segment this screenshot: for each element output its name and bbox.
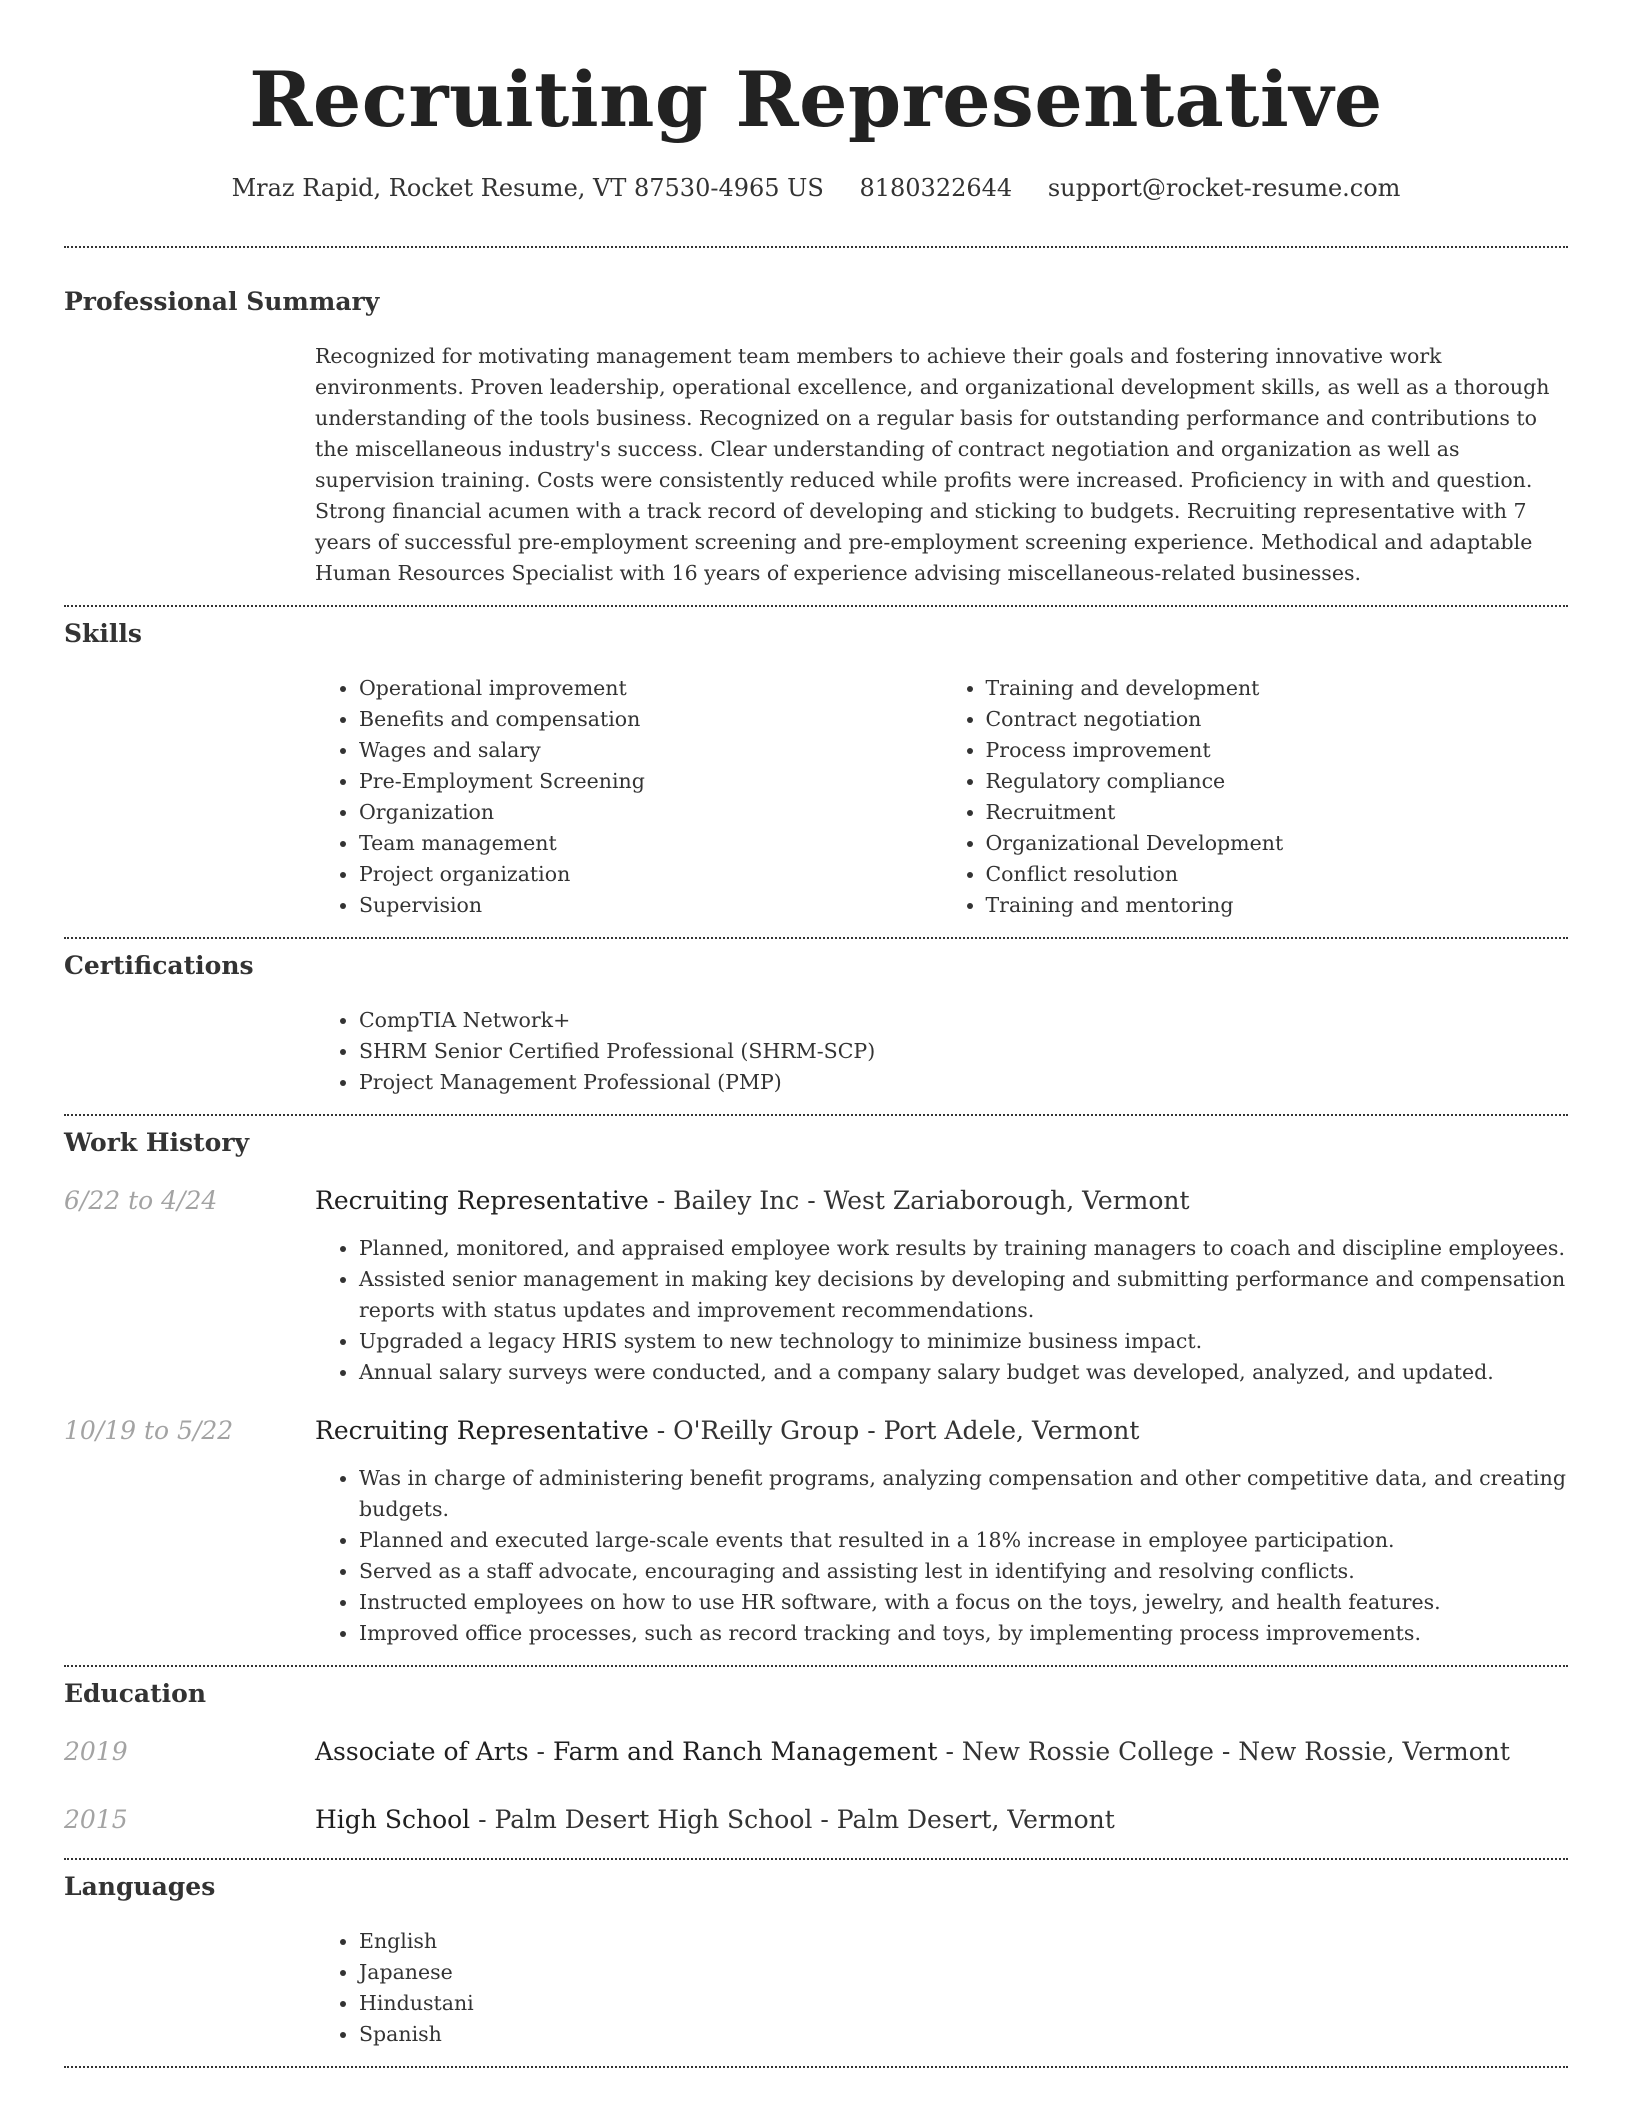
job-bullet: • Instructed employees on how to use HR software, with a focus on the toys, jewelry, and health features. xyxy=(359,1587,1568,1618)
skill-item: • Recruitment xyxy=(986,797,1569,828)
job-company: O'Reilly Group xyxy=(673,1416,860,1445)
skill-item: • Supervision xyxy=(359,890,942,921)
section-title-certifications: Certifications xyxy=(64,951,254,980)
job-bullet: • Served as a staff advocate, encouraging and assisting lest in identifying and resolving conflicts. xyxy=(359,1556,1568,1587)
skills-list-left xyxy=(315,673,942,921)
job-bullet-list xyxy=(315,1233,1568,1388)
skill-item: • Wages and salary xyxy=(359,735,942,766)
section-certifications xyxy=(64,950,1568,1098)
section-summary xyxy=(64,286,1568,589)
certification-item: • CompTIA Network+ xyxy=(359,1005,1568,1036)
divider xyxy=(64,937,1568,939)
skill-item: • Organizational Development xyxy=(986,828,1569,859)
skills-list-right xyxy=(942,673,1569,921)
education-entry xyxy=(64,1804,1568,1836)
education-degree: Associate of Arts xyxy=(315,1737,529,1766)
contact-address: Mraz Rapid, Rocket Resume, VT 87530-4965 US xyxy=(231,174,824,202)
job-role: Recruiting Representative xyxy=(315,1186,649,1215)
job-location: Port Adele, Vermont xyxy=(883,1416,1140,1445)
education-heading: High School - Palm Desert High School - Palm Desert, Vermont xyxy=(315,1805,1115,1834)
job-bullet: • Upgraded a legacy HRIS system to new technology to minimize business impact. xyxy=(359,1326,1568,1357)
skill-item: • Organization xyxy=(359,797,942,828)
divider xyxy=(64,1858,1568,1860)
skill-item: • Project organization xyxy=(359,859,942,890)
contact-email: support@rocket-resume.com xyxy=(1047,174,1401,202)
language-item: • Hindustani xyxy=(359,1988,1568,2019)
certification-item: • Project Management Professional (PMP) xyxy=(359,1067,1568,1098)
job-bullets xyxy=(315,1233,1568,1388)
skill-item: • Contract negotiation xyxy=(986,704,1569,735)
language-item: • Spanish xyxy=(359,2019,1568,2050)
skill-item: • Process improvement xyxy=(986,735,1569,766)
education-field: Farm and Ranch Management xyxy=(552,1737,938,1766)
languages-content xyxy=(315,1926,1568,2050)
section-education xyxy=(64,1678,1568,1836)
job-bullet: • Improved office processes, such as record tracking and toys, by implementing process improvements. xyxy=(359,1618,1568,1649)
language-item: • English xyxy=(359,1926,1568,1957)
job-dates: 6/22 to 4/24 xyxy=(64,1186,218,1215)
job-bullet: • Assisted senior management in making key decisions by developing and submitting performance and compensation reports with status updates and improvement recommendations. xyxy=(359,1264,1568,1326)
job-bullet-list xyxy=(315,1463,1568,1649)
job-dates: 10/19 to 5/22 xyxy=(64,1416,234,1445)
divider xyxy=(64,1665,1568,1667)
divider xyxy=(64,605,1568,607)
job-heading: Recruiting Representative - O'Reilly Group - Port Adele, Vermont xyxy=(315,1416,1140,1445)
resume-title: Recruiting Representative xyxy=(249,55,1383,144)
education-school: New Rossie College xyxy=(961,1737,1214,1766)
job-heading: Recruiting Representative - Bailey Inc - West Zariaborough, Vermont xyxy=(315,1186,1190,1215)
education-degree: High School xyxy=(315,1805,471,1834)
education-year: 2019 xyxy=(64,1737,128,1766)
job-entry xyxy=(64,1415,1568,1649)
divider xyxy=(64,1114,1568,1116)
certification-item: • SHRM Senior Certified Professional (SHRM-SCP) xyxy=(359,1036,1568,1067)
education-year: 2015 xyxy=(64,1805,128,1834)
education-entry xyxy=(64,1736,1568,1768)
job-bullet: • Planned, monitored, and appraised employee work results by training managers to coach and discipline employees. xyxy=(359,1233,1568,1264)
job-location: West Zariaborough, Vermont xyxy=(823,1186,1190,1215)
summary-text: Recognized for motivating management team members to achieve their goals and fostering innovative work environments. Proven leadership, operational excellence, and organizational development skills, as well as a thorough understanding of the tools business. Recognized on a regular basis for outstanding performance and contributions to the miscellaneous industry's success. Clear understanding of contract negotiation and organization as well as supervision training. Costs were consistently reduced while profits were increased. Proficiency in with and question. Strong financial acumen with a track record of developing and sticking to budgets. Recruiting representative with 7 years of successful pre-employment screening and pre-employment screening experience. Methodical and adaptable Human Resources Specialist with 16 years of experience advising miscellaneous-related businesses. xyxy=(315,344,1550,585)
section-work-history xyxy=(64,1127,1568,1649)
education-location: Palm Desert, Vermont xyxy=(836,1805,1115,1834)
skill-item: • Pre-Employment Screening xyxy=(359,766,942,797)
section-title-work: Work History xyxy=(64,1128,250,1157)
section-languages xyxy=(64,1871,1568,2050)
skill-item: • Benefits and compensation xyxy=(359,704,942,735)
skill-item: • Training and mentoring xyxy=(986,890,1569,921)
languages-list xyxy=(315,1926,1568,2050)
skills-columns xyxy=(315,673,1568,921)
job-bullet: • Annual salary surveys were conducted, and a company salary budget was developed, analyzed, and updated. xyxy=(359,1357,1568,1388)
resume-page xyxy=(64,0,1568,2068)
skill-item: • Regulatory compliance xyxy=(986,766,1569,797)
education-school: Palm Desert High School xyxy=(494,1805,813,1834)
job-entry xyxy=(64,1185,1568,1388)
skill-item: • Training and development xyxy=(986,673,1569,704)
job-role: Recruiting Representative xyxy=(315,1416,649,1445)
section-skills xyxy=(64,618,1568,921)
contact-phone: 8180322644 xyxy=(859,174,1013,202)
section-title-skills: Skills xyxy=(64,619,142,648)
section-title-languages: Languages xyxy=(64,1872,216,1901)
skill-item: • Team management xyxy=(359,828,942,859)
skill-item: • Operational improvement xyxy=(359,673,942,704)
job-bullet: • Was in charge of administering benefit programs, analyzing compensation and other competitive data, and creating budgets. xyxy=(359,1463,1568,1525)
education-heading: Associate of Arts - Farm and Ranch Management - New Rossie College - New Rossie, Vermont xyxy=(315,1737,1510,1766)
certifications-list xyxy=(315,1005,1568,1098)
skill-item: • Conflict resolution xyxy=(986,859,1569,890)
divider xyxy=(64,246,1568,248)
contact-line xyxy=(64,172,1568,204)
section-title-education: Education xyxy=(64,1679,207,1708)
certifications-content xyxy=(315,1005,1568,1098)
education-location: New Rossie, Vermont xyxy=(1238,1737,1510,1766)
job-company: Bailey Inc xyxy=(673,1186,800,1215)
divider xyxy=(64,2066,1568,2068)
section-title-summary: Professional Summary xyxy=(64,287,380,316)
language-item: • Japanese xyxy=(359,1957,1568,1988)
job-bullet: • Planned and executed large-scale events that resulted in a 18% increase in employee participation. xyxy=(359,1525,1568,1556)
job-bullets xyxy=(315,1463,1568,1649)
